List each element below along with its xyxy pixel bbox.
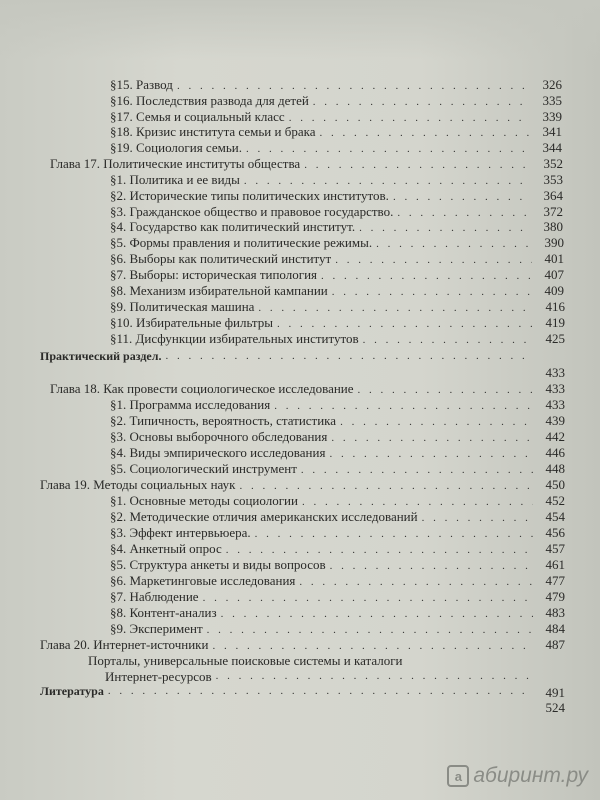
- toc-entry: §2. Типичность, вероятность, статистика . . . 439: [110, 413, 565, 430]
- toc-entry: §5. Социологический инструмент . . . 448: [110, 461, 565, 478]
- toc-chapter: Глава 18. Как провести социологическое исследование . . . 433: [50, 381, 565, 398]
- leader-dots: [221, 607, 533, 622]
- labyrinth-logo-icon: а: [447, 765, 469, 787]
- watermark: [447, 764, 588, 788]
- toc-entry: §8. Механизм избирательной кампании . . . 409: [110, 283, 564, 300]
- toc-entry: §3. Эффект интервьюера. . . . 456: [110, 525, 565, 542]
- toc-entry: §19. Социология семьи. . . . 344: [110, 140, 562, 157]
- toc-entry: §10. Избирательные фильтры . . . 419: [110, 315, 565, 332]
- leader-dots: [331, 431, 533, 446]
- leader-dots: [165, 349, 533, 364]
- leader-dots: [340, 415, 533, 430]
- leader-dots: [226, 543, 533, 558]
- toc-entry: §2. Исторические типы политических институтов. . . . 364: [110, 188, 563, 205]
- toc-entry: §5. Структура анкеты и виды вопросов . . . 461: [110, 557, 565, 574]
- toc-entry: §4. Государство как политический институт. . . . 380: [110, 219, 563, 236]
- leader-dots: [363, 333, 533, 348]
- toc-entry: §3. Основы выборочного обследования . . . 442: [110, 429, 565, 446]
- leader-dots: [304, 158, 531, 173]
- watermark-text: абиринт.ру: [473, 764, 588, 787]
- toc-entry: §4. Виды эмпирического исследования . . . 446: [110, 445, 565, 462]
- toc-entry: §1. Основные методы социологии . . . 452: [110, 493, 565, 510]
- toc-entry: §1. Политика и ее виды . . . 353: [110, 172, 563, 189]
- toc-entry: §8. Контент-анализ . . . 483: [110, 605, 565, 622]
- toc-chapter: Глава 20. Интернет-источники . . . 487: [40, 637, 565, 654]
- toc-chapter: Глава 19. Методы социальных наук . . . 450: [40, 477, 565, 494]
- toc-section: Литература . . . 524: [40, 684, 565, 716]
- leader-dots: [302, 495, 533, 510]
- leader-dots: [299, 575, 533, 590]
- toc-entry: §5. Формы правления и политические режимы. . . . 390: [110, 235, 564, 252]
- toc-entry-line: Порталы, универсальные поисковые системы и каталоги: [88, 653, 403, 668]
- toc-chapter: Глава 17. Политические институты общества . . . 352: [50, 156, 563, 173]
- leader-dots: [358, 383, 533, 398]
- toc-entry: Интернет-ресурсов . . . 491: [105, 669, 565, 701]
- leader-dots: [274, 399, 533, 414]
- toc-entry: §6. Выборы как политический институт . . . 401: [110, 251, 564, 268]
- leader-dots: [330, 559, 533, 574]
- toc-entry: §9. Политическая машина . . . 416: [110, 299, 565, 316]
- leader-dots: [332, 285, 532, 300]
- leader-dots: [376, 237, 532, 252]
- toc-entry: §16. Последствия развода для детей . . . 335: [110, 93, 562, 110]
- leader-dots: [258, 301, 533, 316]
- toc-entry: §17. Семья и социальный класс . . . 339: [110, 109, 562, 126]
- leader-dots: [321, 269, 532, 284]
- toc-entry: §3. Гражданское общество и правовое государство. . . . 372: [110, 204, 563, 221]
- leader-dots: [212, 639, 533, 654]
- leader-dots: [239, 479, 533, 494]
- toc-section: Практический раздел. . . . 433: [40, 349, 565, 381]
- leader-dots: [329, 447, 533, 462]
- leader-dots: [255, 527, 533, 542]
- leader-dots: [277, 317, 533, 332]
- toc-entry: §9. Эксперимент . . . 484: [110, 621, 565, 638]
- leader-dots: [422, 511, 533, 526]
- leader-dots: [246, 142, 530, 157]
- leader-dots: [244, 174, 531, 189]
- leader-dots: [359, 221, 531, 236]
- leader-dots: [335, 253, 532, 268]
- leader-dots: [177, 79, 530, 94]
- toc-entry: §15. Развод . . . 326: [110, 77, 562, 94]
- toc-entry: §7. Выборы: историческая типология . . . 407: [110, 267, 564, 284]
- leader-dots: [313, 95, 530, 110]
- leader-dots: [216, 669, 533, 684]
- toc-entry: §7. Наблюдение . . . 479: [110, 589, 565, 606]
- toc-entry: §2. Методические отличия американских исследований . . . 454: [110, 509, 565, 526]
- leader-dots: [301, 463, 533, 478]
- toc-entry: §1. Программа исследования . . . 433: [110, 397, 565, 414]
- leader-dots: [393, 190, 531, 205]
- leader-dots: [203, 591, 533, 606]
- leader-dots: [319, 126, 530, 141]
- leader-dots: [108, 684, 533, 699]
- toc-entry: §18. Кризис института семьи и брака . . . 341: [110, 124, 562, 141]
- toc-entry: §6. Маркетинговые исследования . . . 477: [110, 573, 565, 590]
- toc-entry: §4. Анкетный опрос . . . 457: [110, 541, 565, 558]
- leader-dots: [207, 623, 533, 638]
- toc-entry: §11. Дисфункции избирательных институтов . . . 425: [110, 331, 565, 348]
